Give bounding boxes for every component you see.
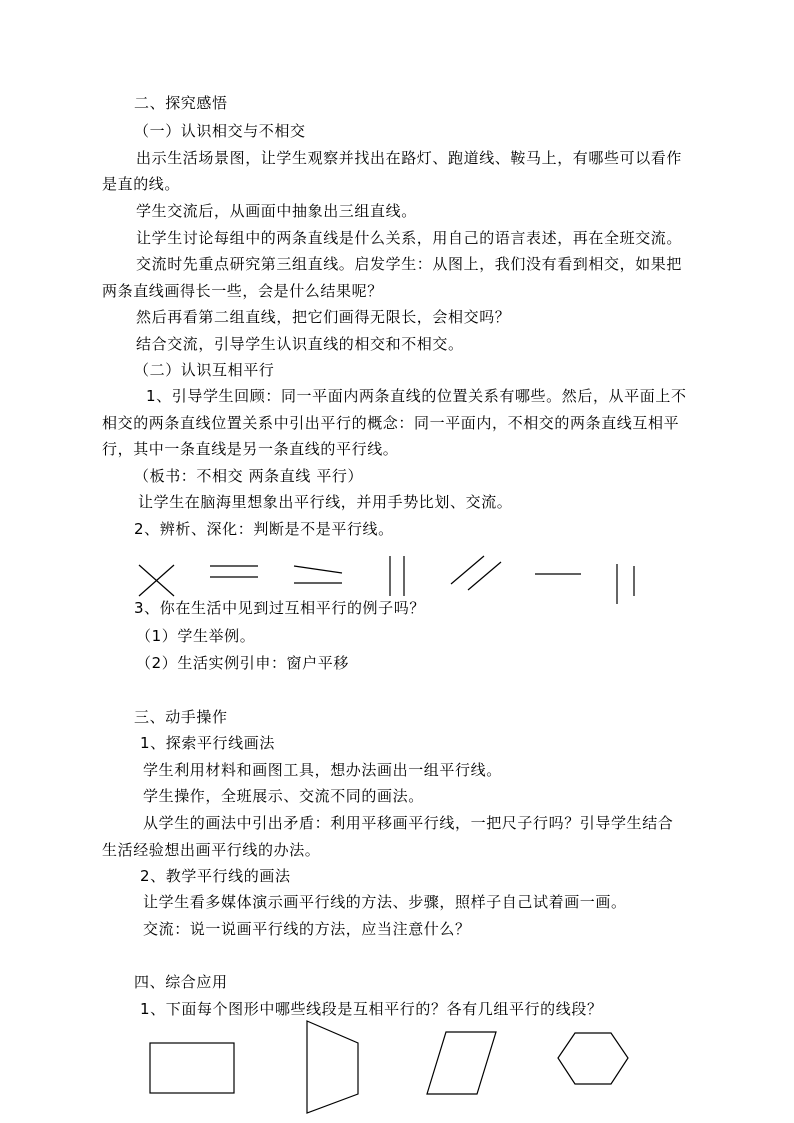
parallelogram-shape [427,1032,496,1094]
paragraph: 3、你在生活中见到过互相平行的例子吗？ [134,599,425,617]
paragraph: 两条直线画得长一些，会是什么结果呢？ [102,282,383,300]
paragraph: （2）生活实例引申：窗户平移 [136,654,349,672]
paragraph: 学生交流后，从画面中抽象出三组直线。 [136,202,417,220]
paragraph: 出示生活场景图，让学生观察并找出在路灯、跑道线、鞍马上，有哪些可以看作 [136,149,683,167]
hexagon-shape [558,1033,628,1084]
part-1-title: （一）认识相交与不相交 [134,122,306,140]
paragraph: 生活经验想出画平行线的办法。 [102,841,321,859]
paragraph: 结合交流，引导学生认识直线的相交和不相交。 [136,335,464,353]
paragraph: 让学生在脑海里想象出平行线，并用手势比划、交流。 [138,493,513,511]
part-2-title: （二）认识互相平行 [134,361,275,379]
paragraph: 相交的两条直线位置关系中引出平行的概念：同一平面内，不相交的两条直线互相平 [102,414,680,432]
paragraph: 2、辨析、深化：判断是不是平行线。 [134,520,394,538]
paragraph: 学生操作，全班展示、交流不同的画法。 [143,787,424,805]
paragraph: （1）学生举例。 [136,627,256,645]
subsection-title: 2、教学平行线的画法 [140,867,291,885]
paragraph: 从学生的画法中引出矛盾：利用平移画平行线，一把尺子行吗？引导学生结合 [143,814,674,832]
paragraph: 然后再看第二组直线，把它们画得无限长，会相交吗？ [136,308,511,326]
paragraph: 交流时先重点研究第三组直线。启发学生：从图上，我们没有看到相交，如果把 [136,255,683,273]
trapezoid-shape [307,1021,358,1113]
question: 1、下面每个图形中哪些线段是互相平行的？各有几组平行的线段？ [140,1000,603,1018]
paragraph: 是直的线。 [102,175,181,193]
paragraph: 让学生讨论每组中的两条直线是什么关系，用自己的语言表述，再在全班交流。 [136,229,683,247]
paragraph: 学生利用材料和画图工具，想办法画出一组平行线。 [143,761,502,779]
paragraph: 1、引导学生回顾：同一平面内两条直线的位置关系有哪些。然后，从平面上不 [146,387,687,405]
paragraph: 交流：说一说画平行线的方法，应当注意什么？ [143,920,471,938]
subsection-title: 1、探索平行线画法 [140,734,275,752]
board-note: （板书：不相交 两条直线 平行） [134,467,364,485]
section-4-title: 四、综合应用 [134,973,228,991]
section-3-title: 三、动手操作 [134,708,228,726]
paragraph: 行，其中一条直线是另一条直线的平行线。 [102,440,399,458]
rectangle-shape [150,1043,234,1093]
section-2-title: 二、探究感悟 [134,94,228,112]
paragraph: 让学生看多媒体演示画平行线的方法、步骤，照样子自己试着画一画。 [143,893,627,911]
